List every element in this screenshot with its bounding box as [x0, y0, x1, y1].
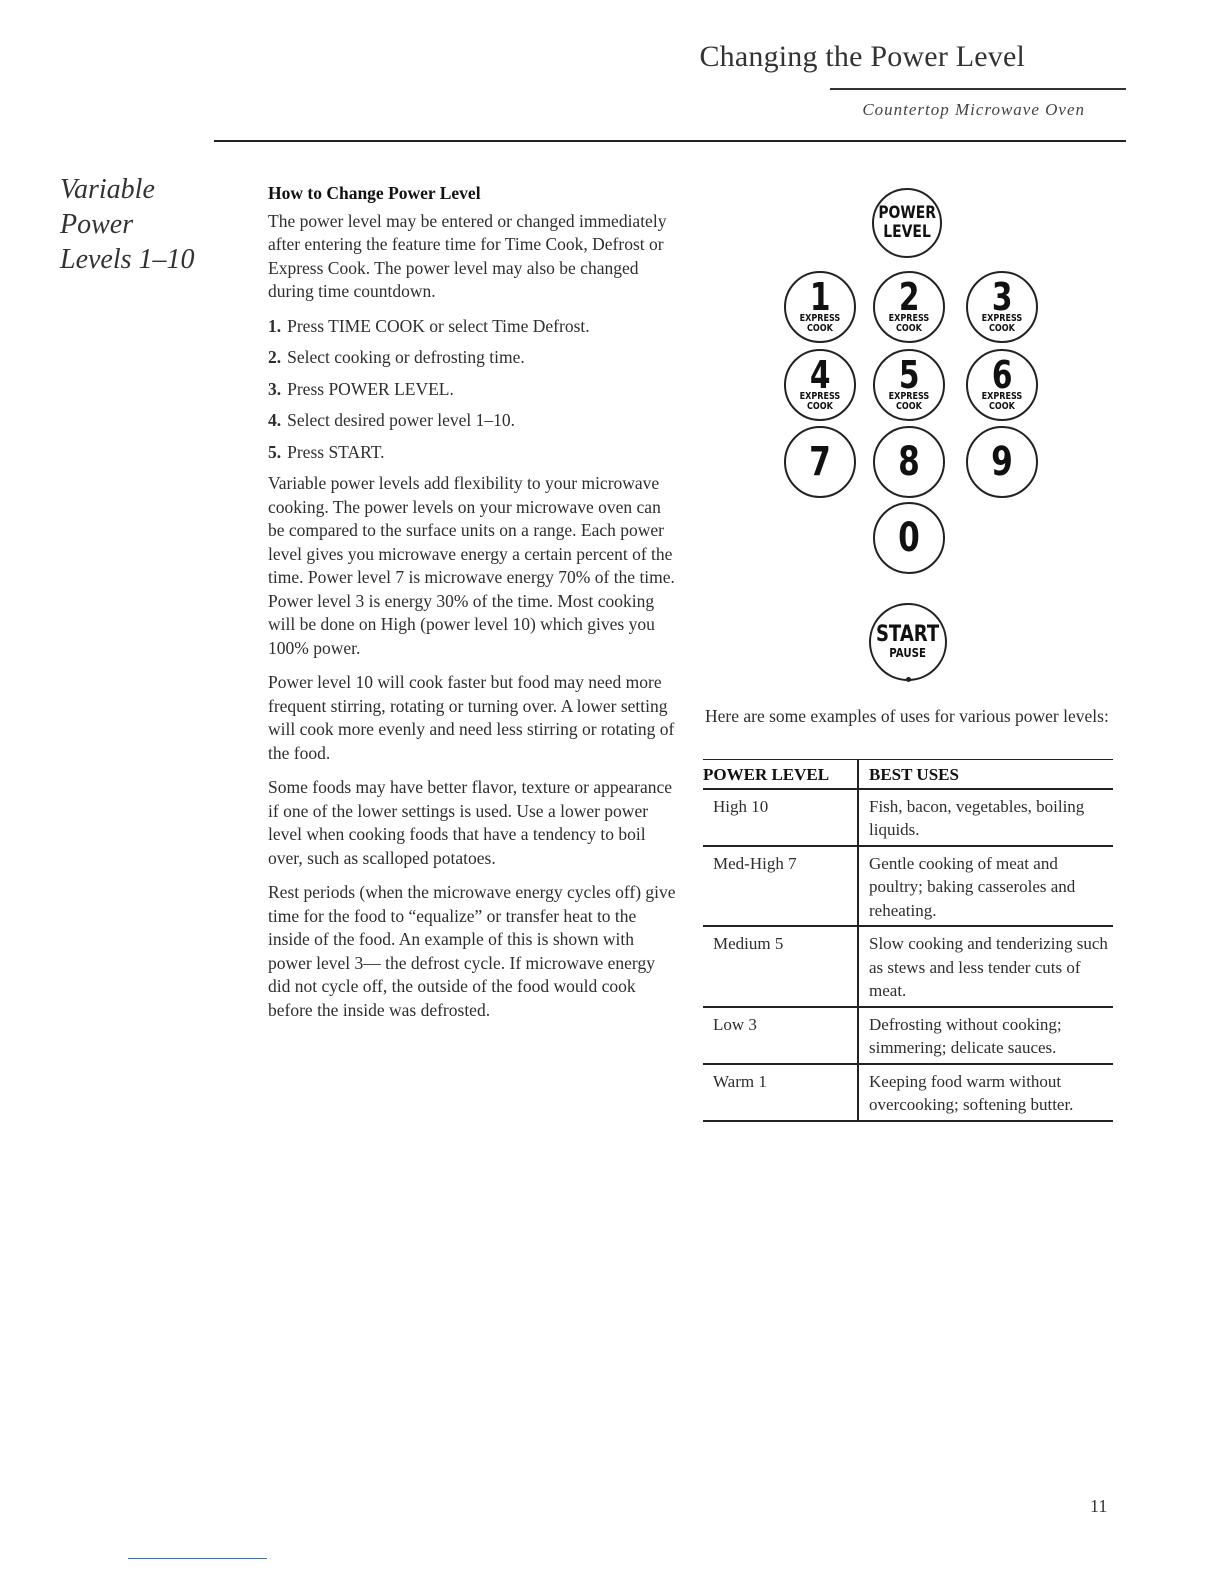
- start-label: START: [876, 622, 940, 647]
- key-digit: 7: [809, 439, 831, 485]
- key-digit: 5: [898, 353, 920, 397]
- step-text: Select desired power level 1–10.: [287, 410, 516, 430]
- key-5[interactable]: [873, 349, 945, 421]
- body-paragraph: Some foods may have better flavor, texture or appearance if one of the lower settings is used. Use a lower power level when cooking foods that have a tendency to boil over, such as scalloped potatoes.: [268, 777, 673, 868]
- key-9[interactable]: [966, 426, 1038, 498]
- key-1[interactable]: [784, 271, 856, 343]
- steps-list: [268, 315, 680, 465]
- page-number: 11: [1090, 1496, 1108, 1516]
- step-number: 3.: [268, 378, 282, 399]
- express-cook-label: EXPRESS COOK: [888, 313, 930, 334]
- power-level-key[interactable]: [872, 188, 942, 258]
- step-text: Press TIME COOK or select Time Defrost.: [287, 315, 590, 336]
- table-header-row: [703, 760, 1113, 789]
- table-row: [703, 789, 1113, 846]
- best-uses-cell: Slow cooking and tenderizing such as stews and less tender cuts of meat.: [858, 926, 1113, 1007]
- key-digit: 0: [898, 515, 920, 561]
- section-heading-line: Levels 1–10: [60, 244, 195, 275]
- express-cook-label: EXPRESS COOK: [981, 391, 1023, 412]
- section-heading: [60, 172, 230, 277]
- step-item: [268, 315, 680, 339]
- step-item: [268, 409, 680, 433]
- power-key-label-line2: LEVEL: [883, 222, 931, 242]
- power-key-label-line1: POWER: [878, 203, 936, 223]
- step-text: Press START.: [287, 441, 385, 462]
- key-digit: 1: [809, 275, 831, 319]
- header-power-level: POWER LEVEL: [703, 760, 858, 789]
- power-level-cell: Low 3: [703, 1007, 858, 1064]
- key-0[interactable]: [873, 502, 945, 574]
- express-cook-label: EXPRESS COOK: [888, 391, 930, 412]
- key-digit: 2: [898, 275, 920, 319]
- body-paragraph: Variable power levels add flexibility to your microwave cooking. The power levels on your microwave oven can be compared to the surface units on a range. Each power level gives you microwave energy a certain percent of the time. Power level 7 is microwave energy 70% of the time. Power level 3 is energy 30% of the time. Most cooking will be done on High (power level 10) which gives you 100% power.: [268, 473, 675, 658]
- body-column: [268, 182, 680, 1033]
- start-pause-key[interactable]: [869, 603, 947, 681]
- step-item: [268, 378, 680, 402]
- page-title: Changing the Power Level: [699, 40, 1025, 73]
- power-level-cell: Warm 1: [703, 1064, 858, 1121]
- footer-link-underline: [128, 1558, 267, 1559]
- table-row: [703, 846, 1113, 927]
- header-best-uses: BEST USES: [858, 760, 1113, 789]
- body-paragraph: Power level 10 will cook faster but food may need more frequent stirring, rotating or turning over. A lower setting will cook more evenly and need less stirring or rotating of the food.: [268, 672, 675, 763]
- power-level-cell: Med-High 7: [703, 846, 858, 927]
- key-6[interactable]: [966, 349, 1038, 421]
- key-2[interactable]: [873, 271, 945, 343]
- step-number: 1.: [268, 315, 282, 336]
- step-number: 2.: [268, 347, 282, 367]
- key-8[interactable]: [873, 426, 945, 498]
- step-item: [268, 441, 680, 465]
- key-3[interactable]: [966, 271, 1038, 343]
- header-rule: [214, 140, 1126, 142]
- step-number: 4.: [268, 410, 282, 430]
- power-level-cell: High 10: [703, 789, 858, 846]
- express-cook-label: EXPRESS COOK: [799, 313, 841, 334]
- pause-label: PAUSE: [889, 646, 927, 660]
- key-digit: 3: [991, 275, 1013, 319]
- key-digit: 9: [991, 439, 1013, 485]
- table-row: [703, 926, 1113, 1007]
- express-cook-label: EXPRESS COOK: [981, 313, 1023, 334]
- step-item: [268, 346, 680, 370]
- key-4[interactable]: [784, 349, 856, 421]
- key-digit: 4: [809, 353, 831, 397]
- intro-paragraph: The power level may be entered or changed immediately after entering the feature time for Time Cook, Defrost or Express Cook. The power level may also be changed during time countdown.: [268, 210, 667, 301]
- key-7[interactable]: [784, 426, 856, 498]
- best-uses-cell: Gentle cooking of meat and poultry; baking casseroles and reheating.: [858, 846, 1113, 927]
- table-row: [703, 1007, 1113, 1064]
- express-cook-label: EXPRESS COOK: [799, 391, 841, 412]
- page-subtitle: Countertop Microwave Oven: [862, 100, 1085, 119]
- start-indicator-dot: [906, 677, 911, 682]
- power-level-table: [703, 759, 1113, 1122]
- step-number: 5.: [268, 441, 282, 462]
- best-uses-cell: Defrosting without cooking; simmering; delicate sauces.: [858, 1007, 1113, 1064]
- best-uses-cell: Fish, bacon, vegetables, boiling liquids.: [858, 789, 1113, 846]
- table-intro: Here are some examples of uses for various power levels:: [705, 706, 1109, 726]
- power-level-cell: Medium 5: [703, 926, 858, 1007]
- step-text: Press POWER LEVEL.: [287, 378, 454, 399]
- body-paragraph: Rest periods (when the microwave energy cycles off) give time for the food to “equalize” or transfer heat to the inside of the food. An example of this is shown with power level 3— the defrost cycle. If microwave energy did not cycle off, the outside of the food would cook before the inside was defrosted.: [268, 882, 676, 1020]
- section-heading-line: Power: [60, 209, 134, 240]
- title-rule: [830, 88, 1126, 90]
- key-digit: 8: [898, 439, 920, 485]
- how-to-title: How to Change Power Level: [268, 183, 481, 203]
- step-text: Select cooking or defrosting time.: [287, 347, 525, 367]
- best-uses-cell: Keeping food warm without overcooking; softening butter.: [858, 1064, 1113, 1121]
- section-heading-line: Variable: [60, 174, 155, 205]
- key-digit: 6: [991, 353, 1013, 397]
- table-row: [703, 1064, 1113, 1121]
